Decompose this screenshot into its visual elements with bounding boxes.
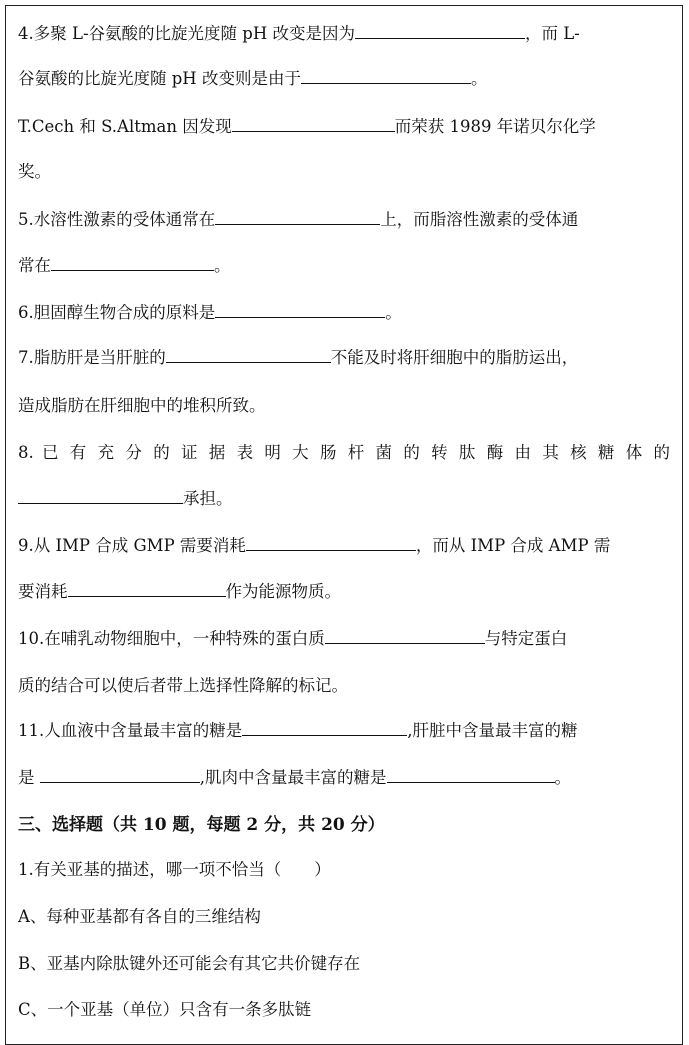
q5-text-1: 5.水溶性激素的受体通常在 [18,210,216,229]
q4-text-3: 谷氨酸的比旋光度随 pH 改变则是由于 [18,69,301,88]
q6-text-2: 。 [385,303,402,322]
q7-line-1 [18,346,578,370]
q10-line-2 [18,674,348,698]
answer-blank [18,487,183,504]
answer-blank [387,766,555,783]
mc-option-b [18,952,360,976]
answer-blank [40,766,200,783]
q8-line-2 [18,487,233,511]
section-heading [18,813,385,837]
q7-text-2: 不能及时将肝细胞中的脂肪运出， [330,348,579,367]
q5-line-2 [18,254,231,278]
mc-option-b-text: B、亚基内除肽键外还可能会有其它共价键存在 [18,954,361,973]
section-title: 三、选择题（共 10 题，每题 2 分，共 20 分） [18,815,385,835]
q4-line-2 [18,67,487,91]
q11-text-3: 是 [18,768,40,787]
q5-text-3: 常在 [18,256,51,275]
q10-text-3: 质的结合可以使后者带上选择性降解的标记。 [18,676,348,695]
answer-blank [246,534,416,551]
mc-option-a [18,905,261,929]
q11-text-5: 。 [554,768,571,787]
q6-line [18,301,402,325]
q11-text-1: 11.人血液中含量最丰富的糖是 [18,721,243,740]
q7-text-1: 7.脂肪肝是当肝脏的 [18,348,166,367]
answer-blank [355,22,525,39]
q11-text-2: ,肝脏中含量最丰富的糖 [407,721,578,740]
q10-line-1 [18,627,567,651]
answer-blank [51,254,214,271]
q9-text-2: ，而从 IMP 合成 AMP 需 [415,536,611,555]
q11-text-4: ,肌肉中含量最丰富的糖是 [199,768,387,787]
q4-line-4 [18,160,51,184]
q4-text-6: 而荣获 1989 年诺贝尔化学 [394,117,596,136]
q7-text-3: 造成脂肪在肝细胞中的堆积所致。 [18,396,266,415]
q4-text-7: 奖。 [18,162,51,181]
q4-line-1 [18,22,580,46]
q9-text-1: 9.从 IMP 合成 GMP 需要消耗 [18,536,246,555]
answer-blank [325,627,485,644]
answer-blank [68,580,226,597]
answer-blank [232,115,395,132]
q5-text-4: 。 [214,256,231,275]
answer-blank [215,301,385,318]
answer-blank [301,67,471,84]
mc-option-c-text: C、一个亚基（单位）只含有一条多肽链 [18,1000,312,1019]
q9-text-3: 要消耗 [18,582,68,601]
q4-line-3 [18,115,596,139]
mc-question-1 [18,858,331,882]
q8-text-3: 承担。 [183,489,233,508]
q10-text-2: 与特定蛋白 [484,629,568,648]
mc-q1-text: 1.有关亚基的描述，哪一项不恰当（ ） [18,860,331,879]
q4-text-4: 。 [470,69,488,88]
q10-text-1: 10.在哺乳动物细胞中，一种特殊的蛋白质 [18,629,325,648]
answer-blank [242,719,407,736]
answer-blank [215,208,380,225]
q4-text-5: T.Cech 和 S.Altman 因发现 [18,117,232,136]
q11-line-2 [18,766,571,790]
q7-line-2 [18,394,266,418]
q11-line-1 [18,719,578,743]
q8-text-1: 8. 已 有 充 分 的 证 据 表 明 大 肠 杆 菌 的 转 肽 酶 由 其 核 糖 体 的 [18,443,670,462]
q5-text-2: 上，而脂溶性激素的受体通 [380,210,579,229]
q4-text-1: 4.多聚 L-谷氨酸的比旋光度随 pH 改变是因为 [18,24,355,43]
mc-option-c [18,998,311,1022]
q6-text-1: 6.胆固醇生物合成的原料是 [18,303,216,322]
q4-text-2: ，而 L- [524,24,580,43]
q8-line-1 [18,441,670,465]
q9-text-4: 作为能源物质。 [225,582,341,601]
q9-line-1 [18,534,610,558]
q5-line-1 [18,208,578,232]
answer-blank [166,346,331,363]
q9-line-2 [18,580,341,604]
page-border [5,5,683,1045]
mc-option-a-text: A、每种亚基都有各自的三维结构 [18,907,261,926]
